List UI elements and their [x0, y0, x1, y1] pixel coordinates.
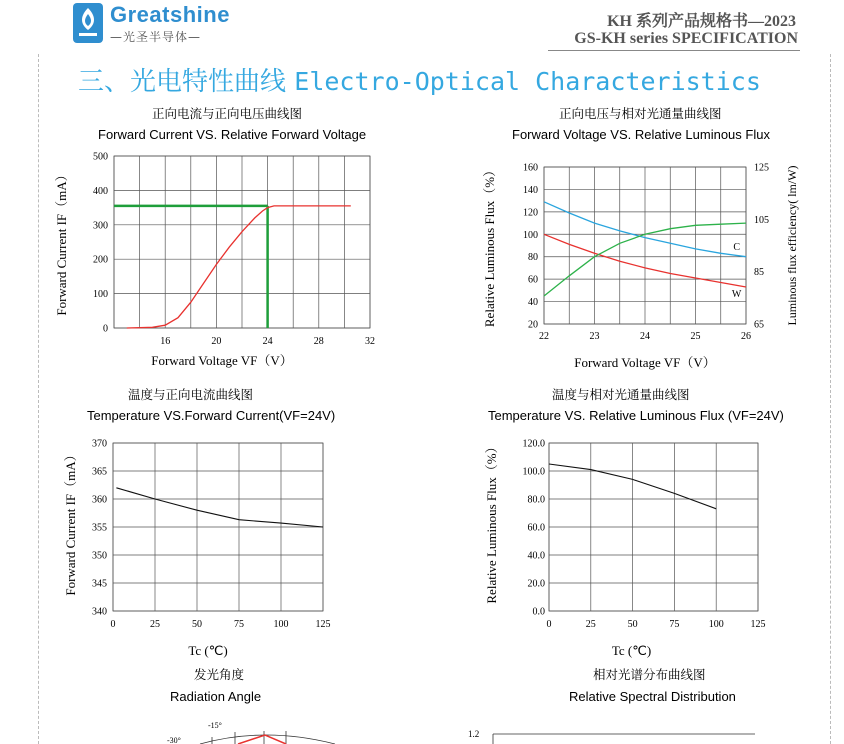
- x-tick-label: 25: [585, 619, 596, 630]
- angle-label-m15: -15°: [208, 721, 222, 730]
- y-right-tick-label: 85: [754, 267, 764, 279]
- spectral-chart: [465, 724, 765, 744]
- chart-forward-voltage-flux: [470, 150, 830, 375]
- y-tick-label: 20.0: [527, 578, 545, 590]
- y-tick-label: 100: [523, 229, 538, 241]
- y-axis-label: Forward Current IF（mA）: [63, 448, 78, 596]
- y-tick-label: 60: [528, 274, 538, 286]
- y-tick-label: 80: [528, 252, 538, 264]
- spectral-title-cn: 相对光谱分布曲线图: [593, 667, 706, 682]
- chart1-title: Forward Current VS. Relative Forward Voltage: [98, 127, 367, 142]
- chart3-title: Temperature VS.Forward Current(VF=24V): [87, 408, 336, 423]
- logo-subtitle: —光圣半导体—: [110, 30, 202, 44]
- chart-temp-current: [55, 433, 355, 663]
- x-tick-label: 50: [192, 619, 202, 630]
- x-tick-label: 0: [110, 619, 116, 630]
- section-title: [78, 61, 761, 98]
- radiation-title-cn: 发光角度: [194, 667, 245, 682]
- logo-mark-icon: [72, 2, 104, 44]
- x-tick-label: 75: [669, 619, 680, 630]
- y-tick-label: 20: [528, 319, 538, 331]
- x-tick-label: 16: [160, 336, 171, 347]
- y-tick-label: 100.0: [522, 466, 545, 478]
- y-axis-label: Relative Luminous Flux（%）: [482, 163, 497, 328]
- y-axis-label: Forward Current IF（mA）: [54, 168, 69, 316]
- chart2-title-cn: 正向电压与相对光通量曲线图: [559, 106, 722, 121]
- x-axis-label: Forward Voltage VF（V）: [574, 355, 716, 370]
- x-tick-label: 24: [640, 331, 650, 342]
- y-tick-label: 80.0: [527, 494, 545, 506]
- x-tick-label: 24: [262, 336, 273, 347]
- chart-temp-flux: [478, 433, 778, 663]
- angle-label-m30: -30°: [167, 736, 181, 744]
- logo-wordmark: Greatshine: [110, 2, 230, 27]
- y-tick-label: 340: [92, 606, 107, 618]
- x-tick-label: 75: [234, 619, 244, 630]
- y-tick-label: 160: [523, 162, 538, 174]
- chart3-title-cn: 温度与正向电流曲线图: [128, 387, 254, 402]
- x-tick-label: 125: [750, 619, 766, 630]
- y-right-tick-label: 105: [754, 214, 769, 226]
- y-axis-label: Relative Luminous Flux（%）: [484, 440, 499, 604]
- y-tick-label: 100: [93, 289, 108, 301]
- x-tick-label: 25: [150, 619, 160, 630]
- chart2-title: Forward Voltage VS. Relative Luminous Flux: [512, 127, 770, 142]
- x-tick-label: 26: [741, 331, 751, 342]
- radiation-angle-chart: [160, 712, 390, 744]
- x-tick-label: 0: [546, 619, 552, 630]
- y-tick-label: 0: [103, 323, 108, 335]
- y-tick-label: 400: [93, 185, 108, 197]
- y-right-axis-label: Luminous flux efficiency( lm/W): [785, 165, 799, 326]
- y-tick-label: 140: [523, 184, 538, 196]
- y-tick-label: 355: [92, 522, 107, 534]
- series-line-if: [127, 206, 351, 328]
- section-title-cn: 三、光电特性曲线: [78, 67, 287, 97]
- x-axis-label: Tc (℃): [188, 643, 228, 658]
- y-right-tick-label: 65: [754, 319, 764, 331]
- radiation-curve: [238, 735, 286, 744]
- y-tick-label: 120.0: [522, 438, 545, 450]
- y-tick-label: 60.0: [527, 522, 545, 534]
- doc-subtitle: GS-KH series SPECIFICATION: [574, 30, 798, 47]
- x-tick-label: 23: [589, 331, 600, 342]
- chart4-title: Temperature VS. Relative Luminous Flux (VF=24V): [488, 408, 784, 423]
- x-tick-label: 125: [315, 619, 331, 630]
- y-tick-label: 500: [93, 151, 108, 163]
- y-tick-label: 40.0: [527, 550, 545, 562]
- y-tick-label: 40: [528, 297, 538, 309]
- series-label-w: W: [731, 289, 742, 301]
- y-tick-label: 0.0: [532, 606, 545, 618]
- y-tick-label: 300: [93, 220, 108, 232]
- x-tick-label: 20: [211, 336, 222, 347]
- chart1-title-cn: 正向电流与正向电压曲线图: [152, 106, 303, 121]
- section-title-en: Electro-Optical Characteristics: [294, 67, 761, 96]
- y-tick-label: 350: [92, 550, 107, 562]
- spectral-ytick: 1.2: [468, 729, 480, 739]
- x-axis-label: Forward Voltage VF（V）: [151, 353, 293, 368]
- x-tick-label: 100: [708, 619, 724, 630]
- y-tick-label: 200: [93, 254, 108, 266]
- chart4-title-cn: 温度与相对光通量曲线图: [552, 387, 690, 402]
- x-tick-label: 32: [365, 336, 375, 347]
- chart-forward-current: [40, 148, 400, 373]
- y-tick-label: 365: [92, 466, 107, 478]
- doc-title: KH 系列产品规格书—2023: [607, 13, 796, 30]
- radiation-title: Radiation Angle: [170, 689, 262, 704]
- x-tick-label: 50: [627, 619, 638, 630]
- x-tick-label: 100: [273, 619, 289, 630]
- x-tick-label: 28: [313, 336, 324, 347]
- y-right-tick-label: 125: [754, 162, 769, 174]
- page-border-right: [830, 54, 832, 744]
- y-tick-label: 370: [92, 438, 107, 450]
- spectral-title: Relative Spectral Distribution: [569, 689, 736, 704]
- x-tick-label: 25: [690, 331, 701, 342]
- y-tick-label: 120: [523, 207, 538, 219]
- y-tick-label: 360: [92, 494, 107, 506]
- x-axis-label: Tc (℃): [611, 643, 652, 658]
- series-line-if: [116, 488, 323, 527]
- series-label-c: C: [733, 241, 741, 253]
- x-tick-label: 22: [539, 331, 549, 342]
- y-tick-label: 345: [92, 578, 107, 590]
- header-divider: [548, 50, 800, 51]
